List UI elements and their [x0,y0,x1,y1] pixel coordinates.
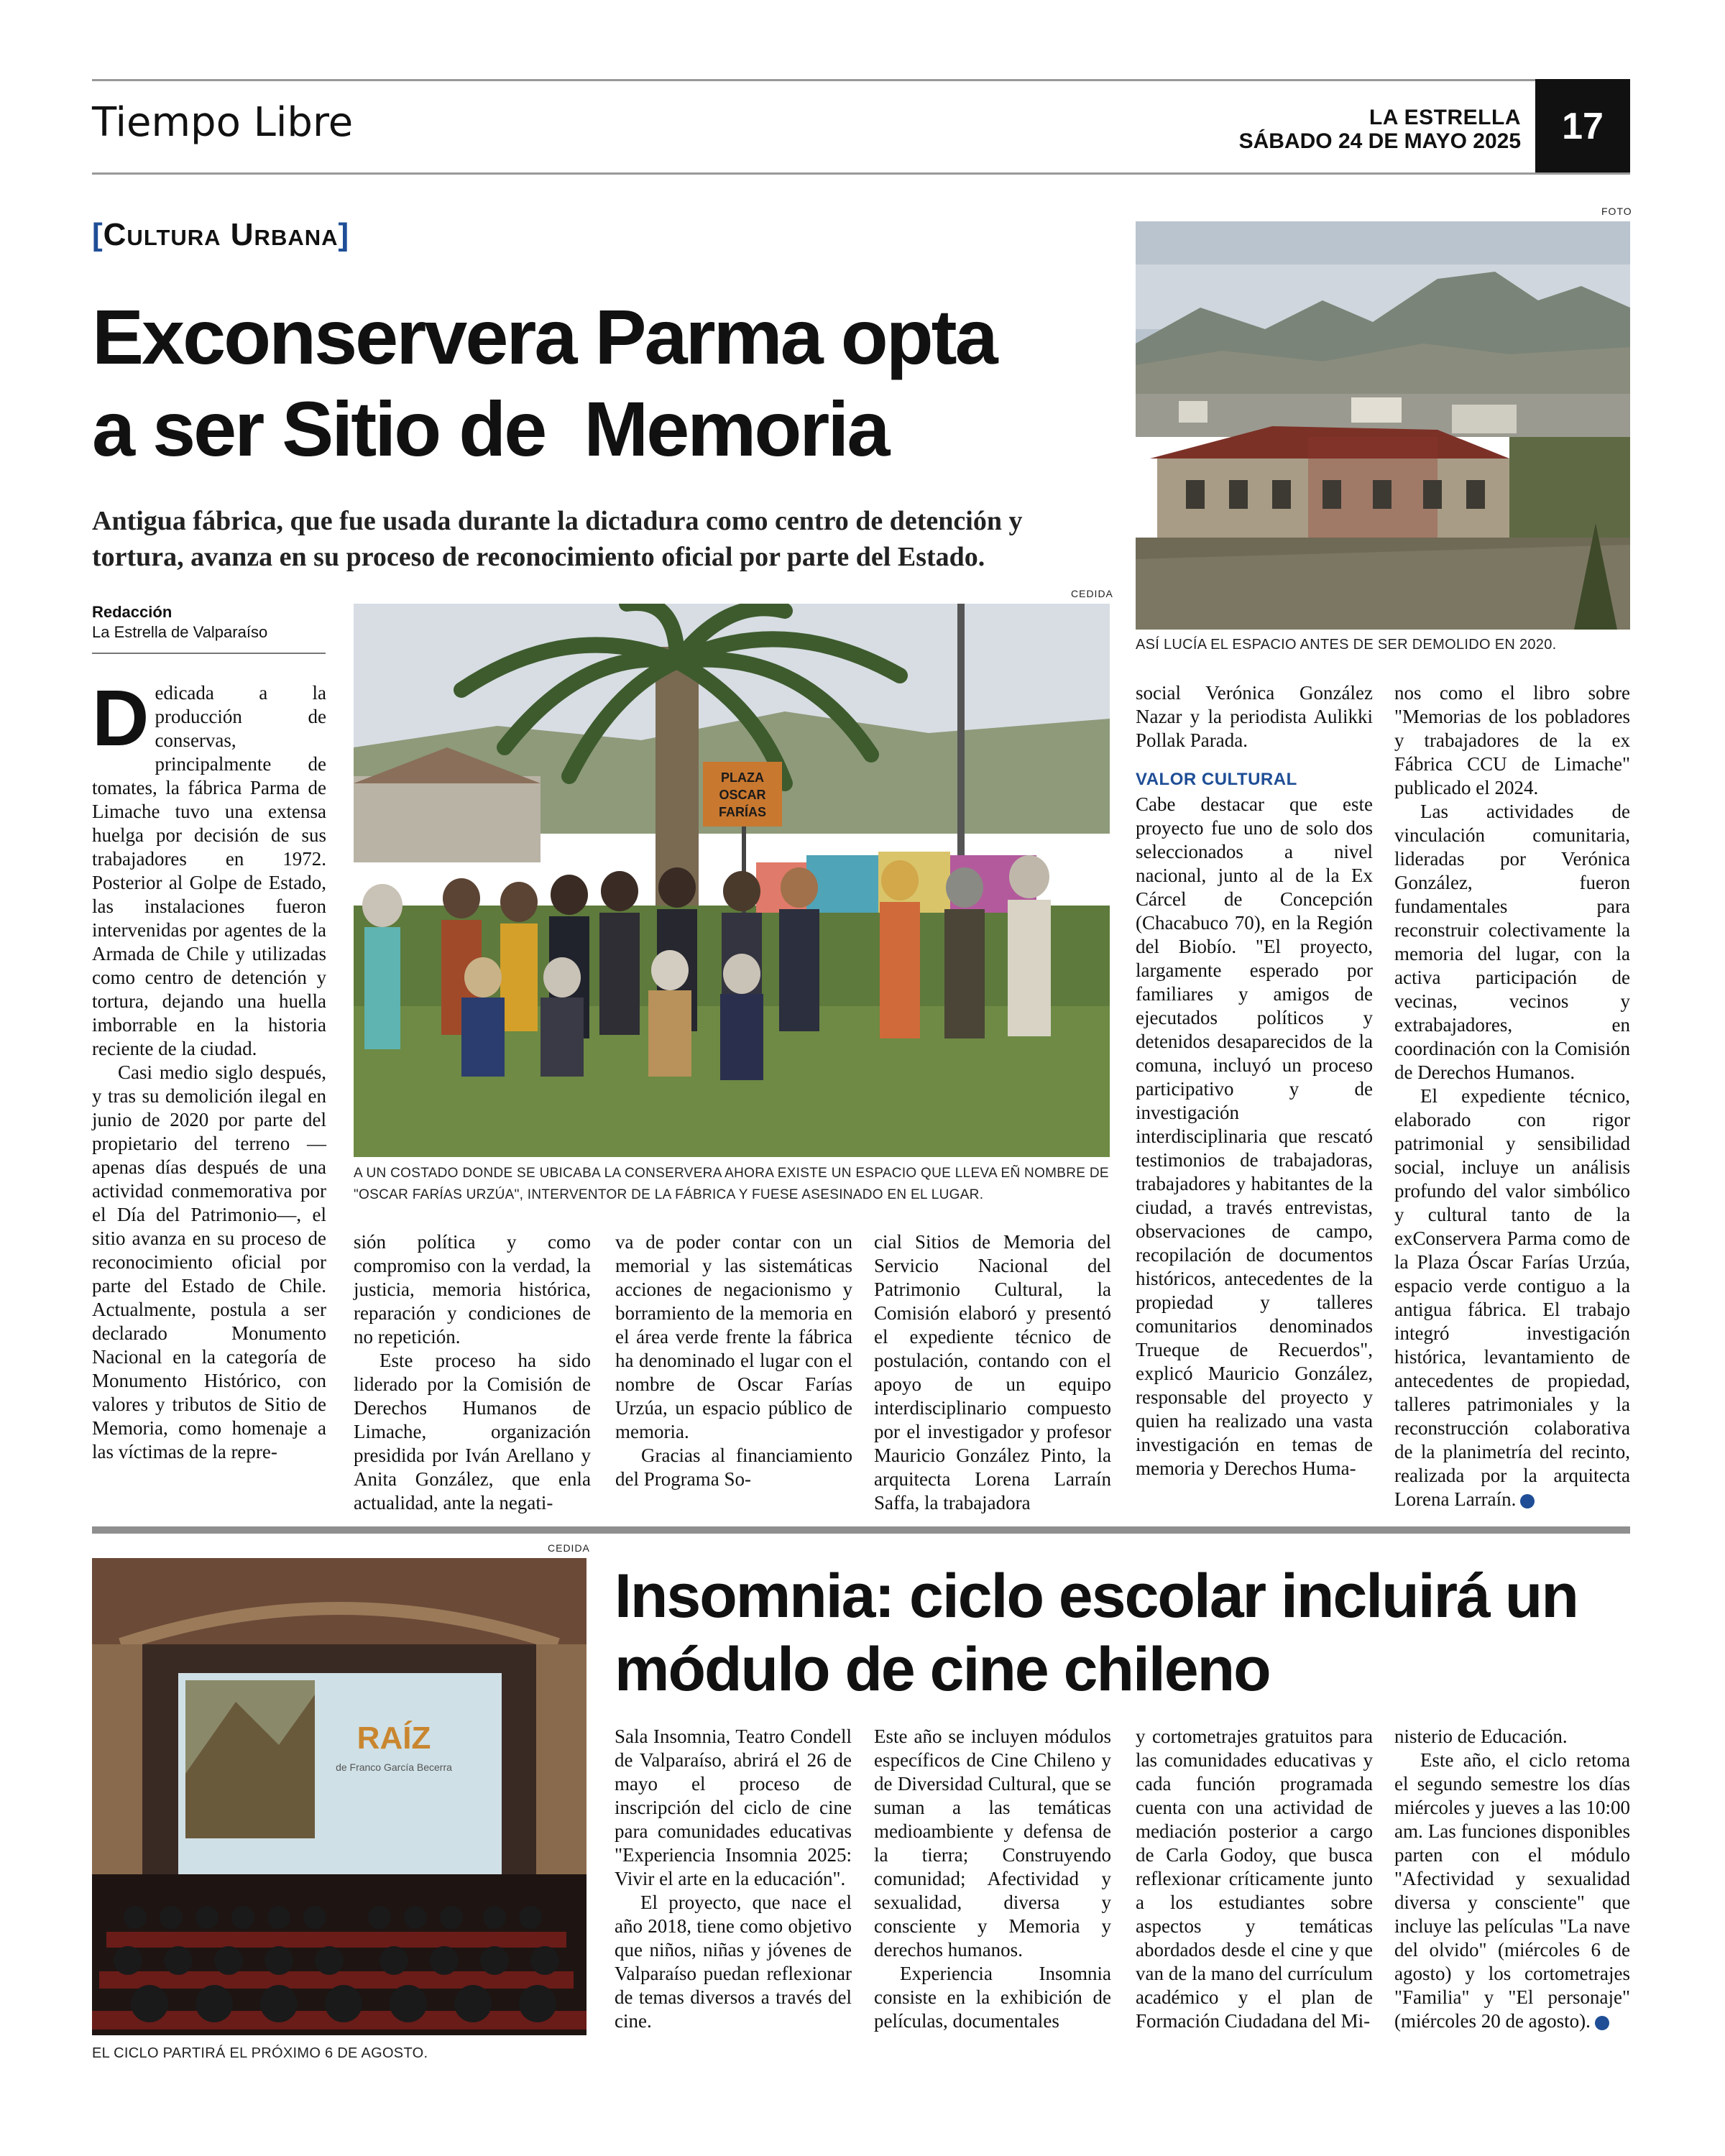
article1-column-3 [615,1230,852,1491]
article-kicker: [Cultura Urbana] [92,217,350,252]
article2-col4-p1: nisterio de Educación. [1394,1726,1568,1747]
screen-title: RAÍZ [356,1720,431,1756]
section-subhead-valor-cultural: VALOR CULTURAL [1136,770,1297,789]
article1-col1-p2: Casi medio siglo después, y tras su demolición ilegal en junio de 2020 por parte del propietario del terreno —apenas días después de una actividad conmemorativa por el Día del Patrimonio—, el sitio avanza en su proceso de reconocimiento oficial por parte del Estado de Chile. Actualmente, postula a ser declarado Monumento Nacional en la categoría de Monumento Histórico, con valores y tributos de Sitio de Memoria, como homenaje a las víctimas de la repre- [92,1061,326,1462]
article2-headline [615,1560,1635,1706]
end-of-article-icon: ✓ [1520,1494,1535,1508]
photo-cinema-caption: EL CICLO PARTIRÁ EL PRÓXIMO 6 DE AGOSTO. [92,2045,428,2061]
article2-col1-p1: Sala Insomnia, Teatro Condell de Valparaíso, abrirá el 26 de mayo el proceso de inscripción del ciclo de cine para comunidades educativas "Experiencia Insomnia 2025: Vivir el arte en la educación". [615,1726,852,1889]
article2-col2-p2: Experiencia Insomnia consiste en la exhibición de películas, documentales [874,1963,1111,2032]
article2-col4-p2: Este año, el ciclo retoma el segundo semestre los días miércoles y jueves a las 10:00 am. Las funciones disponibles parten con el módulo "Afectividad y sexualidad diversa y consciente" que incluye las películas "La nave del olvido" (miércoles 6 de agosto) y los cortometrajes "Familia" y "El personaje" (miércoles 20 de agosto). [1394,1749,1630,2032]
sign-line-2: OSCAR [719,788,766,802]
article2-col2-p1: Este año se incluyen módulos específicos de Cine Chileno y de Diversidad Cultural, que se suman a las temáticas medioambiente y defensa de la tierra; Construyendo comunidad; Afectividad y sexualidad, diversa y consciente y Memoria y derechos humanos. [874,1726,1111,1961]
section-name: Tiempo Libre [92,99,354,146]
article1-col5-p1: social Verónica González Nazar y la periodista Aulikki Pollak Parada. [1136,682,1373,751]
byline [92,602,326,654]
article1-column-6 [1394,681,1630,1511]
masthead [1239,106,1521,154]
article1-column-2 [354,1230,591,1515]
photo-cinema-credit: CEDIDA [548,1542,590,1554]
article1-col2-p1: sión política y como compromiso con la verdad, la justicia, memoria histórica, reparación y condiciones de no repetición. [354,1231,591,1348]
header-top-rule [92,79,1630,81]
article1-column-1 [92,674,326,1464]
factory-photo [1136,221,1630,630]
article2-column-3 [1136,1725,1373,2033]
article1-col6-p1: nos como el libro sobre "Memorias de los pobladores y trabajadores de la ex Fábrica CCU de Limache" publicado el 2024. [1394,682,1630,798]
byline-author: Redacción [92,603,172,621]
article-headline [92,291,1127,475]
article1-column-5 [1136,681,1373,1480]
article-subhead: Antigua fábrica, que fue usada durante la dictadura como centro de detención y tortura, avanza en su proceso de reconocimiento oficial por parte del Estado. [92,506,1023,572]
photo-main-caption: A UN COSTADO DONDE SE UBICABA LA CONSERVERA AHORA EXISTE UN ESPACIO QUE LLEVA EÑ NOMBRE DE "OSCAR FARÍAS URZÚA", INTERVENTOR DE LA FÁBRICA Y FUESE ASESINADO EN EL LUGAR. [354,1166,1109,1202]
screen-subtitle: de Franco García Becerra [336,1761,452,1773]
header-bottom-rule [92,172,1630,175]
article1-col1-p1: edicada a la producción de conservas, principalmente de tomates, la fábrica Parma de Limache tuvo una extensa huelga por decisión de sus trabajadores en 1972. Posterior al Golpe de Estado, las instalaciones fueron intervenidas por agentes de la Armada de Chile y utilizadas como centro de detención y tortura, dejando una huella imborrable en la historia reciente de la ciudad. [92,682,326,1059]
byline-outlet: La Estrella de Valparaíso [92,623,268,641]
kicker-text: Cultura Urbana [103,217,339,252]
end-of-article2-icon: ✓ [1595,2016,1609,2030]
factory-illustration [1136,221,1630,630]
newspaper-name: LA ESTRELLA [1368,106,1521,129]
article2-headline-line-2: módulo de cine chileno [615,1635,1270,1704]
photo-main-credit: CEDIDA [1071,588,1113,599]
cinema-illustration [92,1558,586,2035]
dropcap: D [92,674,150,763]
article2-column-1 [615,1725,852,2033]
group-illustration [354,604,1110,1157]
headline-line-1: Exconservera Parma opta [92,293,996,380]
photo-top-credit: FOTO [1601,206,1632,217]
article1-col6-p3: El expediente técnico, elaborado con rigor patrimonial y sensibilidad social, incluye un análisis profundo del valor simbólico y cultural tanto de la exConservera Parma como de la Plaza Óscar Farías Urzúa, espacio verde contiguo a la antigua fábrica. El trabajo integró investigación histórica, levantamiento de antecedentes de propiedad, talleres patrimoniales y la reconstrucción colaborativa de la planimetría del recinto, realizada por la arquitecta Lorena Larraín. [1394,1085,1630,1510]
group-photo [354,604,1110,1157]
sign-line-1: PLAZA [721,770,764,785]
article1-col3-p2: Gracias al financiamiento del Programa So- [615,1445,852,1490]
page-number: 17 [1535,79,1630,174]
sign-line-3: FARÍAS [718,805,767,819]
article1-col2-p2: Este proceso ha sido liderado por la Comisión de Derechos Humanos de Limache, organización presidida por Iván Arellano y Anita González, que enla actualidad, ante la negati- [354,1350,591,1514]
article1-col6-p2: Las actividades de vinculación comunitaria, lideradas por Verónica González, fueron fundamentales para reconstruir colectivamente la memoria del lugar, con la activa participación de vecinas, vecinos y extrabajadores, en coordinación con la Comisión de Derechos Humanos. [1394,801,1630,1083]
article2-column-2 [874,1725,1111,2033]
article1-col5-p2: Cabe destacar que este proyecto fue uno de solo dos seleccionados a nivel nacional, junto al de la Ex Cárcel de Concepción (Chacabuco 70), en la Región del Biobío. "El proyecto, largamente esperado por familiares y amigos de ejecutados políticos y detenidos desaparecidos de la comuna, incluyó un proceso participativo y de investigación interdisciplinaria que rescató testimonios de trabajadoras, trabajadores y habitantes de la ciudad, a través entrevistas, observaciones de campo, recopilación de documentos históricos, antecedentes de la propiedad y talleres comunitarios denominados Trueque de Recuerdos", explicó Mauricio González, responsable del proyecto y quien ha realizado una vasta investigación en temas de memoria y Derechos Huma- [1136,793,1373,1479]
article2-col1-p2: El proyecto, que nace el año 2018, tiene como objetivo que niños, niñas y jóvenes de Valparaíso puedan reflexionar de temas diversos a través del cine. [615,1892,852,2032]
article1-col4-p1: cial Sitios de Memoria del Servicio Nacional del Patrimonio Cultural, la Comisión elaboró y presentó el expediente técnico de postulación, contando con el apoyo de un equipo interdisciplinario compuesto por el investigador y profesor Mauricio González Pinto, la arquitecta Lorena Larraín Saffa, la trabajadora [874,1231,1111,1514]
article1-column-4 [874,1230,1111,1515]
article2-headline-line-1: Insomnia: ciclo escolar incluirá un [615,1562,1578,1631]
article2-column-4 [1394,1725,1630,2033]
headline-line-2: a ser Sitio de Memoria [92,385,888,472]
article1-col3-p1: va de poder contar con un memorial y las sistemáticas acciones de negacionismo y borramiento de la memoria en el área verde frente la fábrica ha denominado el lugar con el nombre de Oscar Farías Urzúa, un espacio público de memoria. [615,1231,852,1442]
photo-top-caption: ASÍ LUCÍA EL ESPACIO ANTES DE SER DEMOLIDO EN 2020. [1136,637,1557,653]
article-divider [92,1526,1630,1534]
cinema-photo [92,1558,586,2035]
issue-date: SÁBADO 24 DE MAYO 2025 [1238,129,1521,153]
article2-col3-p1: y cortometrajes gratuitos para las comunidades educativas y cada función programada cuenta con una actividad de mediación posterior a cargo de Carla Godoy, que busca reflexionar críticamente junto a los estudiantes sobre aspectos y temáticas abordados desde el cine y que van de la mano del currículum académico y el plan de Formación Ciudadana del Mi- [1136,1726,1373,2032]
